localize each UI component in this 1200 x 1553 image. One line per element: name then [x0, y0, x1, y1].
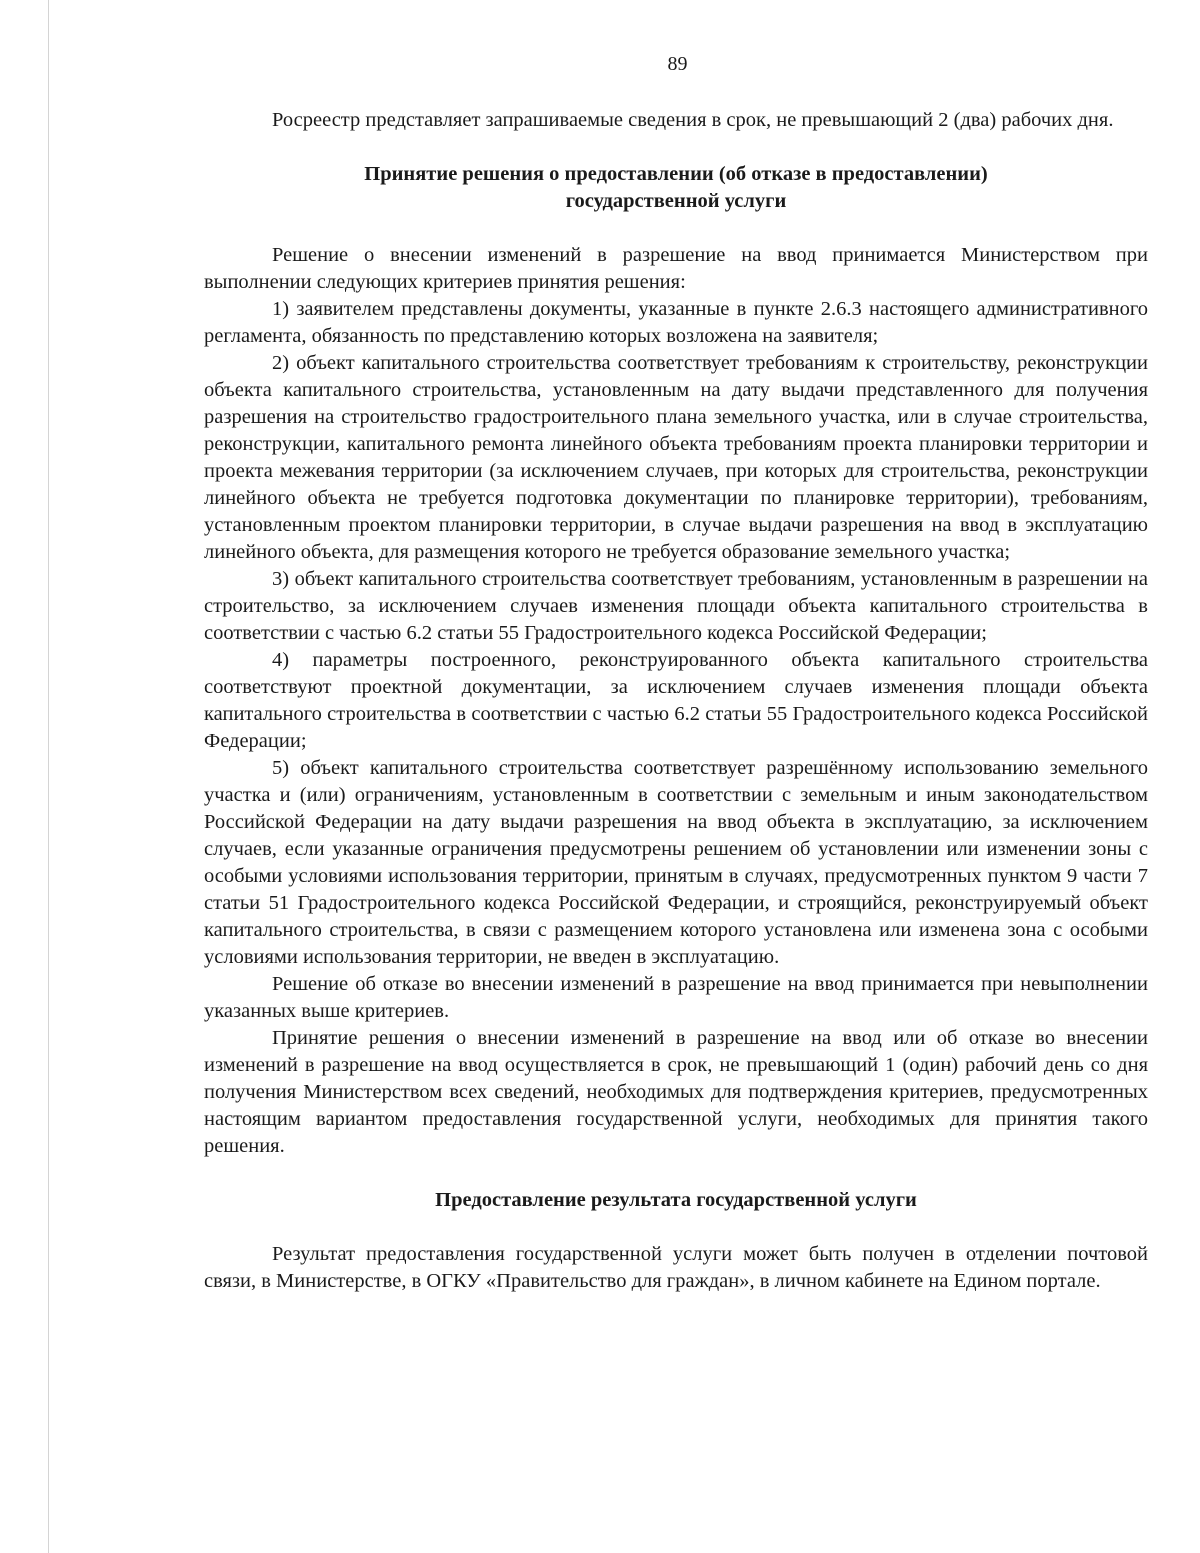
paragraph-criterion-3: 3) объект капитального строительства соответствует требованиям, установленным в разрешении на строительство, за исключением случаев изменения площади объекта капитального строительства в соответствии с частью 6.2 статьи 55 Градостроительного кодекса Российской Федерации;: [204, 568, 1148, 644]
paragraph-criterion-2: 2) объект капитального строительства соответствует требованиям к строительству, реконструкции объекта капитального строительства, установленным на дату выдачи представленного для получения разрешения на строительство градостроительного плана земельного участка, или в случае строительства, реконструкции, капитального ремонта линейного объекта требованиям проекта планировки территории и проекта межевания территории (за исключением случаев, при которых для строительства, реконструкции линейного объекта не требуется подготовка документации по планировке территории), требованиям, установленным проектом планировки территории, в случае выдачи разрешения на ввод в эксплуатацию линейного объекта, для размещения которого не требуется образование земельного участка;: [204, 352, 1148, 563]
paragraph-result: Результат предоставления государственной услуги может быть получен в отделении почтовой связи, в Министерстве, в ОГКУ «Правительство для граждан», в личном кабинете на Едином портале.: [204, 1243, 1148, 1292]
section-heading-result: Предоставление результата государственной услуги: [435, 1189, 917, 1211]
section-heading-decision-line1: Принятие решения о предоставлении (об отказе в предоставлении): [364, 163, 988, 185]
paragraph-deadline: Принятие решения о внесении изменений в разрешение на ввод или об отказе во внесении изменений в разрешение на ввод осуществляется в срок, не превышающий 1 (один) рабочий день со дня получения Министерством всех сведений, необходимых для подтверждения критериев, предусмотренных настоящим вариантом предоставления государственной услуги, необходимых для принятия такого решения.: [204, 1027, 1148, 1157]
section-heading-decision: [204, 161, 1148, 215]
paragraph-refusal: Решение об отказе во внесении изменений в разрешение на ввод принимается при невыполнении указанных выше критериев.: [204, 973, 1148, 1022]
paragraph-criterion-4: 4) параметры построенного, реконструированного объекта капитального строительства соответствуют проектной документации, за исключением случаев изменения площади объекта капитального строительства в соответствии с частью 6.2 статьи 55 Градостроительного кодекса Российской Федерации;: [204, 649, 1148, 752]
section-heading-decision-line2: государственной услуги: [565, 190, 787, 212]
scan-edge-line: [48, 0, 49, 1553]
intro-paragraph: Росреестр представляет запрашиваемые сведения в срок, не превышающий 2 (два) рабочих дня.: [272, 109, 1114, 131]
document-body: [204, 107, 1148, 1295]
paragraph-criterion-5: 5) объект капитального строительства соответствует разрешённому использованию земельного участка и (или) ограничениям, установленным в соответствии с земельным и иным законодательством Российской Федерации на дату выдачи разрешения на ввод объекта в эксплуатацию, за исключением случаев, если указанные ограничения предусмотрены решением об установлении или изменении зоны с особыми условиями использования территории, принятым в случаях, предусмотренных пунктом 9 части 7 статьи 51 Градостроительного кодекса Российской Федерации, и строящийся, реконструируемый объект капитального строительства, в связи с размещением которого установлена или изменена зона с особыми условиями использования территории, не введен в эксплуатацию.: [204, 757, 1148, 968]
paragraph-criteria-intro: Решение о внесении изменений в разрешение на ввод принимается Министерством при выполнении следующих критериев принятия решения:: [204, 244, 1148, 293]
page-number: 89: [667, 53, 688, 75]
paragraph-criterion-1: 1) заявителем представлены документы, указанные в пункте 2.6.3 настоящего административного регламента, обязанность по представлению которых возложена на заявителя;: [204, 298, 1148, 347]
